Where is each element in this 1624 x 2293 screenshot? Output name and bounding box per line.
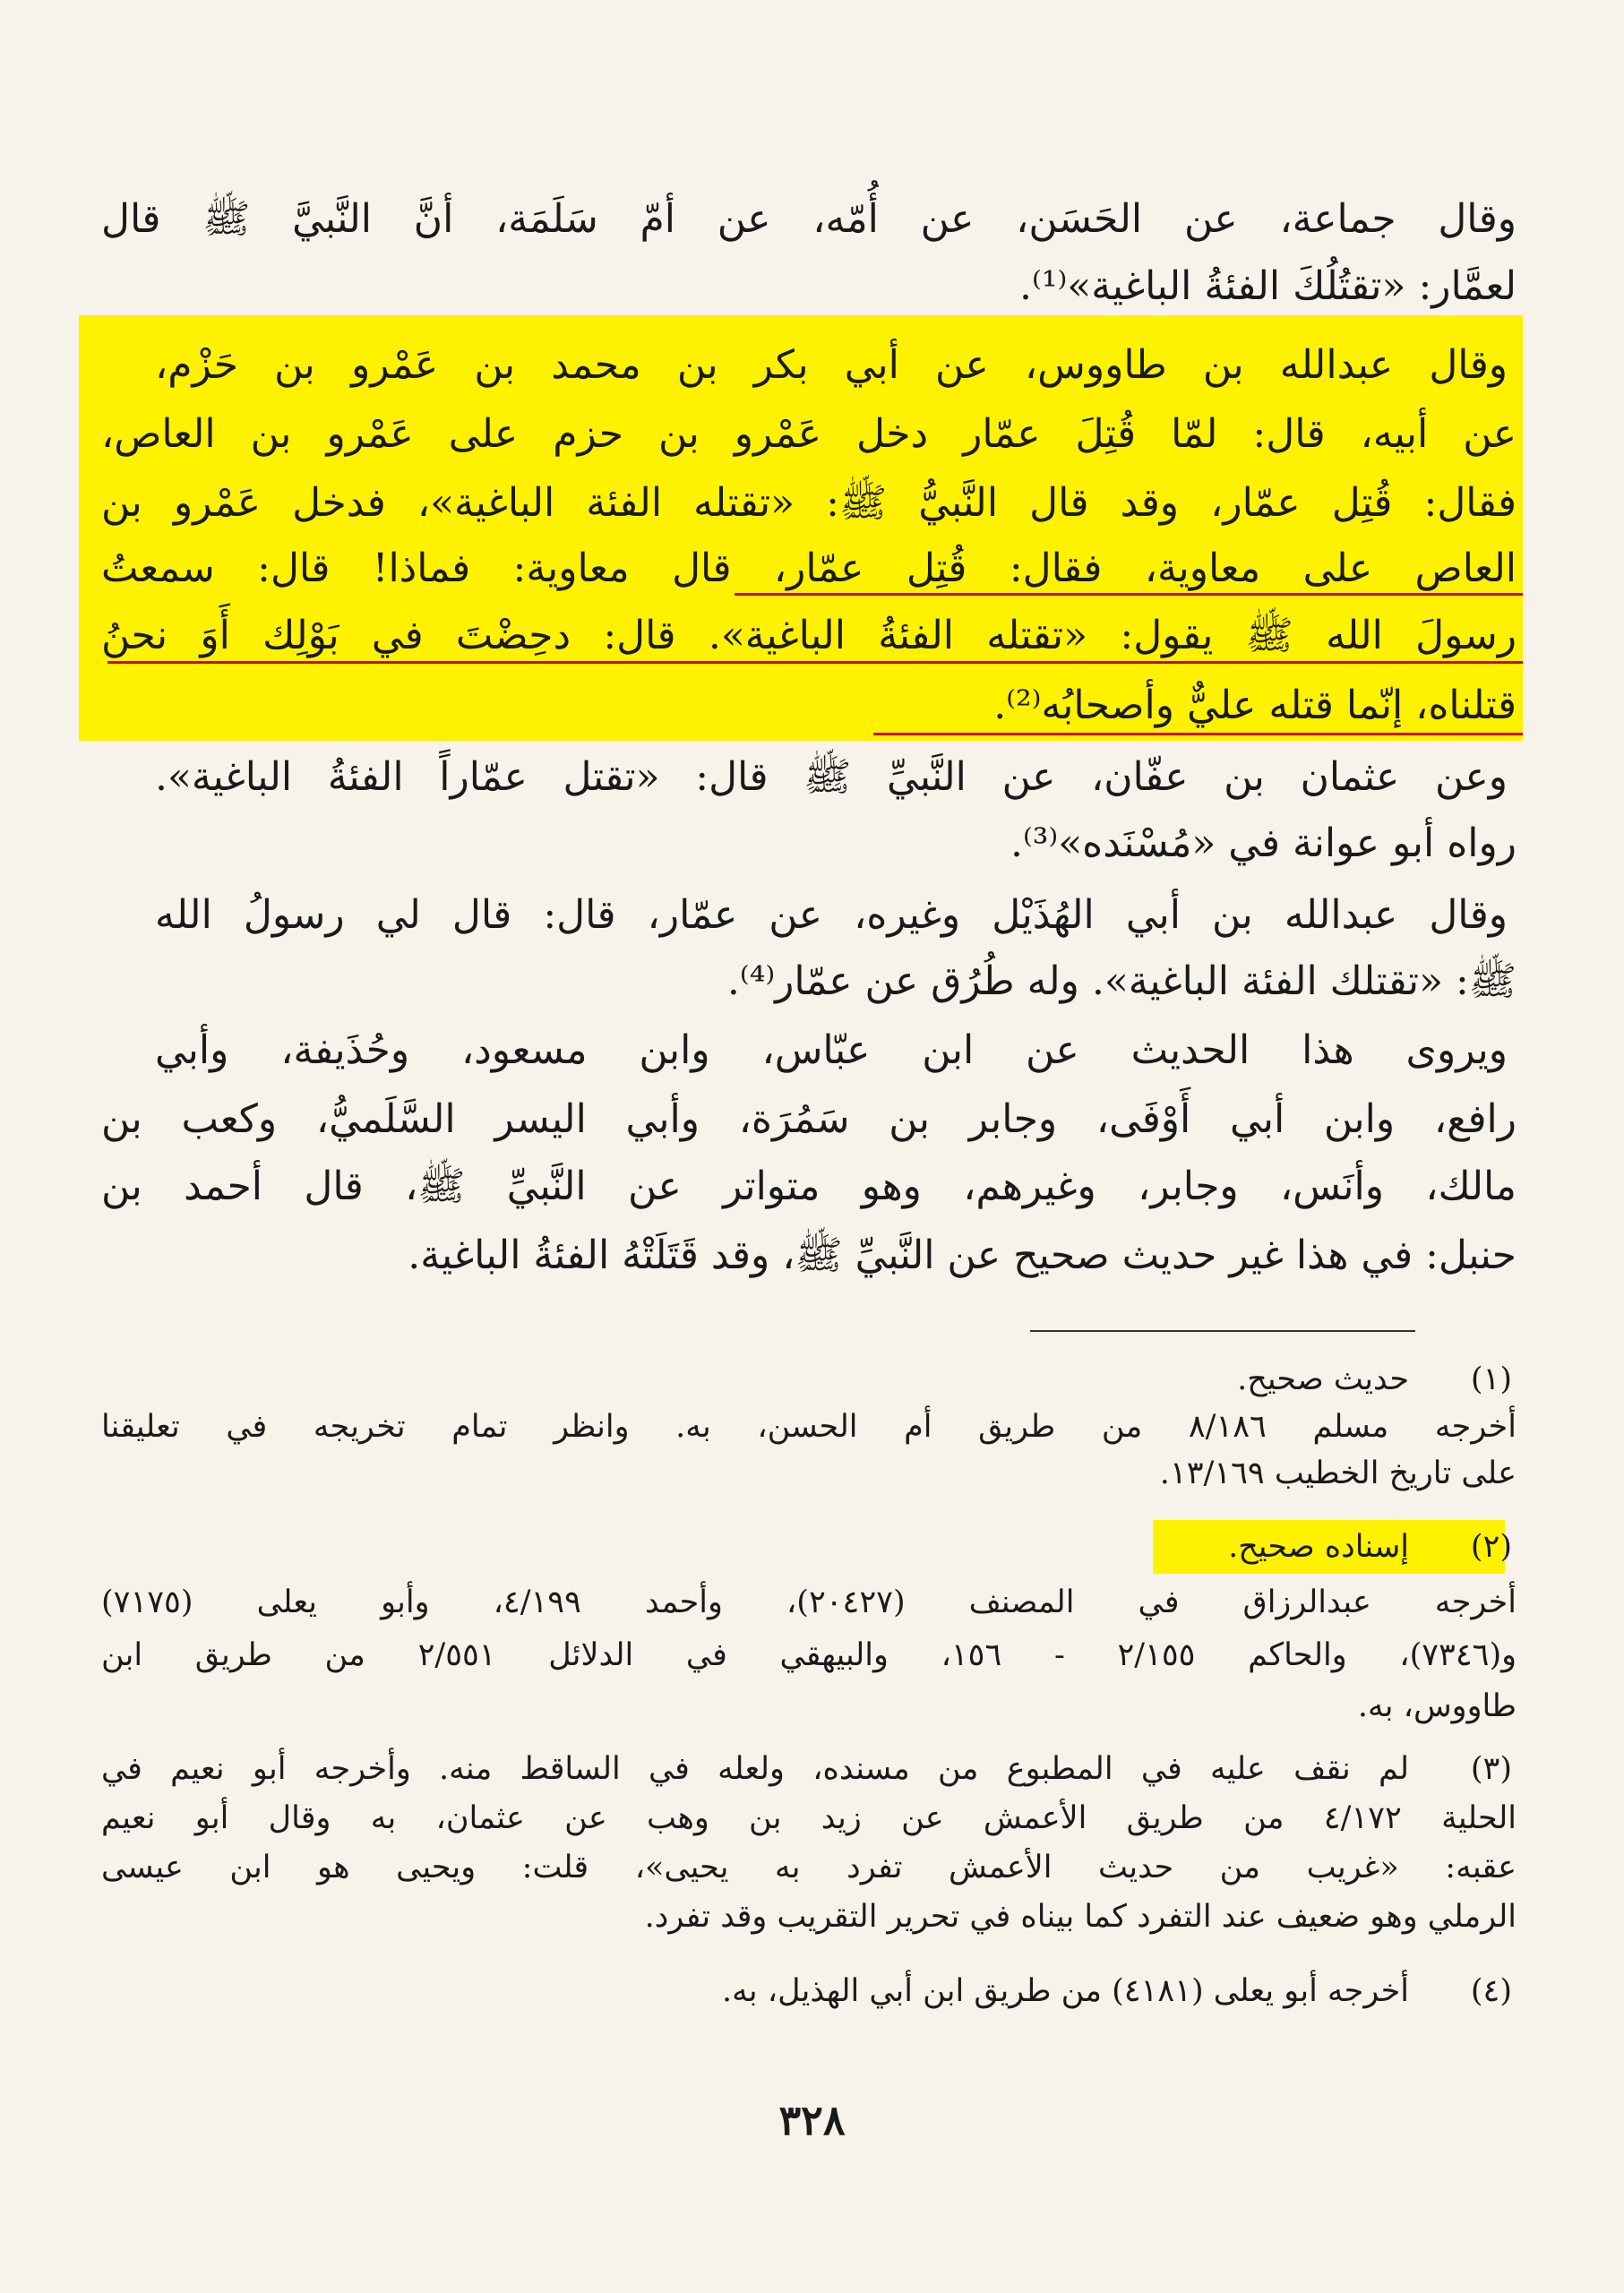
footnote-line: أخرجه عبدالرزاق في المصنف (٢٠٤٢٧)، وأحمد ٤/١٩٩، وأبو يعلى (٧١٧٥) bbox=[101, 1584, 1517, 1620]
main-line: ويروى هذا الحديث عن ابن عبّاس، وابن مسعود، وحُذَيفة، وأبي bbox=[155, 1027, 1508, 1073]
footnote-line: طاووس، به. bbox=[1357, 1688, 1517, 1724]
main-line: رافع، وابن أبي أَوْفَى، وجابر بن سَمُرَة، وأبي اليسر السَّلَميُّ، وكعب بن bbox=[101, 1096, 1517, 1142]
footnote-line: الرملي وهو ضعيف عند التفرد كما بيناه في تحرير التقريب وقد تفرد. bbox=[644, 1899, 1517, 1935]
footnote-number: (٢) bbox=[1470, 1529, 1512, 1565]
main-line: لعمَّار: «تقتُلُكَ الفئةُ الباغية»⁽¹⁾. bbox=[1019, 263, 1517, 309]
footnote-separator bbox=[1030, 1330, 1415, 1332]
main-line: وقال عبدالله بن طاووس، عن أبي بكر بن محمد بن عَمْرو بن حَزْم، bbox=[155, 342, 1508, 388]
main-line: وعن عثمان بن عفّان، عن النَّبيِّ ﷺ قال: «تقتل عمّاراً الفئةُ الباغية». bbox=[155, 754, 1508, 800]
footnote-number: (٤) bbox=[1470, 1973, 1512, 2009]
main-line: مالك، وأنَس، وجابر، وغيرهم، وهو متواتر عن النَّبيِّ ﷺ، قال أحمد بن bbox=[101, 1164, 1517, 1209]
main-line: رسولَ الله ﷺ يقول: «تقتله الفئةُ الباغية». قال: دحِضْتَ في بَوْلِك أَوَ نحنُ bbox=[101, 613, 1517, 658]
main-line: فقال: قُتِل عمّار، وقد قال النَّبيُّ ﷺ: «تقتله الفئة الباغية»، فدخل عَمْرو بن bbox=[101, 480, 1517, 526]
footnote-line: على تاريخ الخطيب ١٣/١٦٩. bbox=[1159, 1456, 1517, 1491]
main-line: العاص على معاوية، فقال: قُتِل عمّار، قال معاوية: فماذا! قال: سمعتُ bbox=[101, 545, 1517, 591]
main-line: وقال عبدالله بن أبي الهُذَيْل وغيره، عن عمّار، قال: قال لي رسولُ الله bbox=[155, 892, 1508, 938]
footnote-line: حديث صحيح. bbox=[1237, 1361, 1409, 1397]
footnote-line: إسناده صحيح. bbox=[1228, 1529, 1409, 1565]
footnote-line: و(٧٣٤٦)، والحاكم ٢/١٥٥ - ١٥٦، والبيهقي في الدلائل ٢/٥٥١ من طريق ابن bbox=[101, 1637, 1517, 1673]
main-line: حنبل: في هذا غير حديث صحيح عن النَّبيِّ ﷺ، وقد قَتَلَتْهُ الفئةُ الباغية. bbox=[408, 1232, 1517, 1278]
main-line: وقال جماعة، عن الحَسَن، عن أُمّه، عن أمّ سَلَمَة، أنَّ النَّبيَّ ﷺ قال bbox=[101, 196, 1517, 242]
footnote-line: لم نقف عليه في المطبوع من مسنده، ولعله في الساقط منه. وأخرجه أبو نعيم في bbox=[101, 1751, 1409, 1787]
main-line: رواه أبو عوانة في «مُسْنَده»⁽³⁾. bbox=[1010, 820, 1517, 866]
footnote-line: الحلية ٤/١٧٢ من طريق الأعمش عن زيد بن وهب عن عثمان، به وقال أبو نعيم bbox=[101, 1800, 1517, 1836]
page-number: ٣٢٨ bbox=[778, 2096, 846, 2144]
footnote-line: أخرجه مسلم ٨/١٨٦ من طريق أم الحسن، به. وانظر تمام تخريجه في تعليقنا bbox=[101, 1409, 1517, 1445]
main-line: ﷺ: «تقتلك الفئة الباغية». وله طُرُق عن عمّار⁽⁴⁾. bbox=[726, 958, 1517, 1004]
footnote-number: (٣) bbox=[1470, 1751, 1512, 1787]
footnote-number: (١) bbox=[1470, 1361, 1512, 1397]
footnote-line: عقبه: «غريب من حديث الأعمش تفرد به يحيى»، قلت: ويحيى هو ابن عيسى bbox=[101, 1850, 1517, 1885]
footnote-line: أخرجه أبو يعلى (٤١٨١) من طريق ابن أبي الهذيل، به. bbox=[722, 1973, 1409, 2009]
main-line: عن أبيه، قال: لمّا قُتِلَ عمّار دخل عَمْرو بن حزم على عَمْرو بن العاص، bbox=[101, 411, 1517, 457]
main-line: قتلناه، إنّما قتله عليٌّ وأصحابُه⁽²⁾. bbox=[993, 683, 1517, 728]
